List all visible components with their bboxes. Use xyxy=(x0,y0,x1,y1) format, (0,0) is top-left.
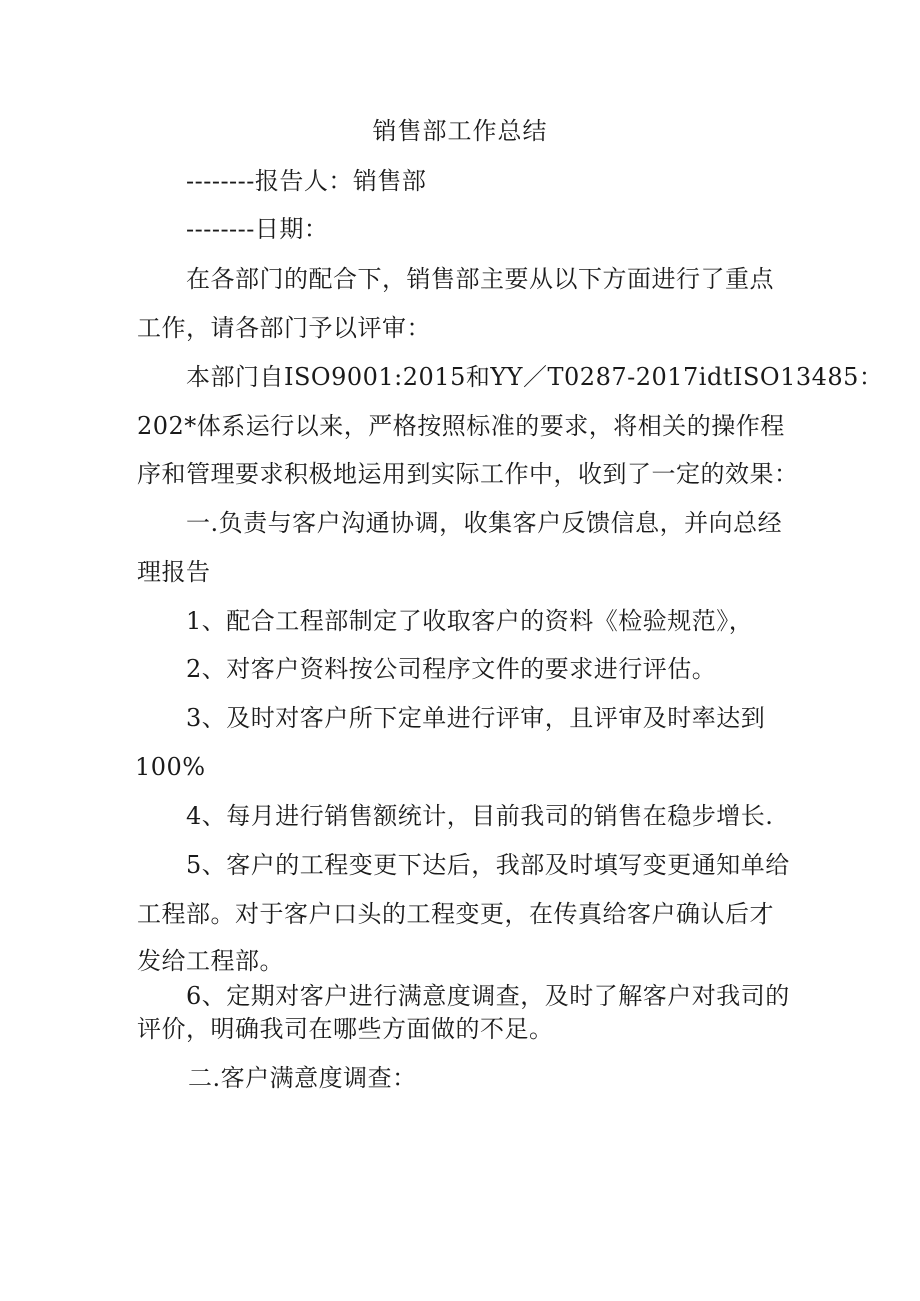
section-1-heading-line-1: 一.负责与客户沟通协调，收集客户反馈信息，并向总经 xyxy=(186,509,783,537)
list-item-6-line-2: 评价，明确我司在哪些方面做的不足。 xyxy=(137,1015,554,1043)
list-item-2: 2、对客户资料按公司程序文件的要求进行评估。 xyxy=(186,655,717,683)
list-item-6-line-1: 6、定期对客户进行满意度调查，及时了解客户对我司的 xyxy=(186,982,790,1010)
date-line: --------日期： xyxy=(186,215,329,243)
section-1-heading-line-2: 理报告 xyxy=(137,558,211,586)
document-title: 销售部工作总结 xyxy=(372,117,548,145)
standards-paragraph-line-1: 本部门自ISO9001:2015和YY／T0287-2017idtISO13485： xyxy=(186,363,884,391)
list-item-4: 4、每月进行销售额统计，目前我司的销售在稳步增长. xyxy=(186,802,774,830)
list-item-5-line-3: 发给工程部。 xyxy=(137,947,284,975)
reporter-line: --------报告人：销售部 xyxy=(186,167,427,195)
list-item-5-line-1: 5、客户的工程变更下达后，我部及时填写变更通知单给 xyxy=(186,851,790,879)
standards-paragraph-line-3: 序和管理要求积极地运用到实际工作中，收到了一定的效果： xyxy=(137,460,799,488)
list-item-3-line-2: 100% xyxy=(135,753,206,781)
list-item-5-line-2: 工程部。对于客户口头的工程变更，在传真给客户确认后才 xyxy=(137,900,774,928)
intro-paragraph-line-2: 工作，请各部门予以评审： xyxy=(137,314,431,342)
list-item-1: 1、配合工程部制定了收取客户的资料《检验规范》， xyxy=(186,607,754,635)
intro-paragraph-line-1: 在各部门的配合下，销售部主要从以下方面进行了重点 xyxy=(186,265,774,293)
list-item-3-line-1: 3、及时对客户所下定单进行评审，且评审及时率达到 xyxy=(186,704,766,732)
section-2-heading: 二.客户满意度调查： xyxy=(188,1064,417,1092)
standards-paragraph-line-2: 202*体系运行以来，严格按照标准的要求，将相关的操作程 xyxy=(137,412,785,440)
